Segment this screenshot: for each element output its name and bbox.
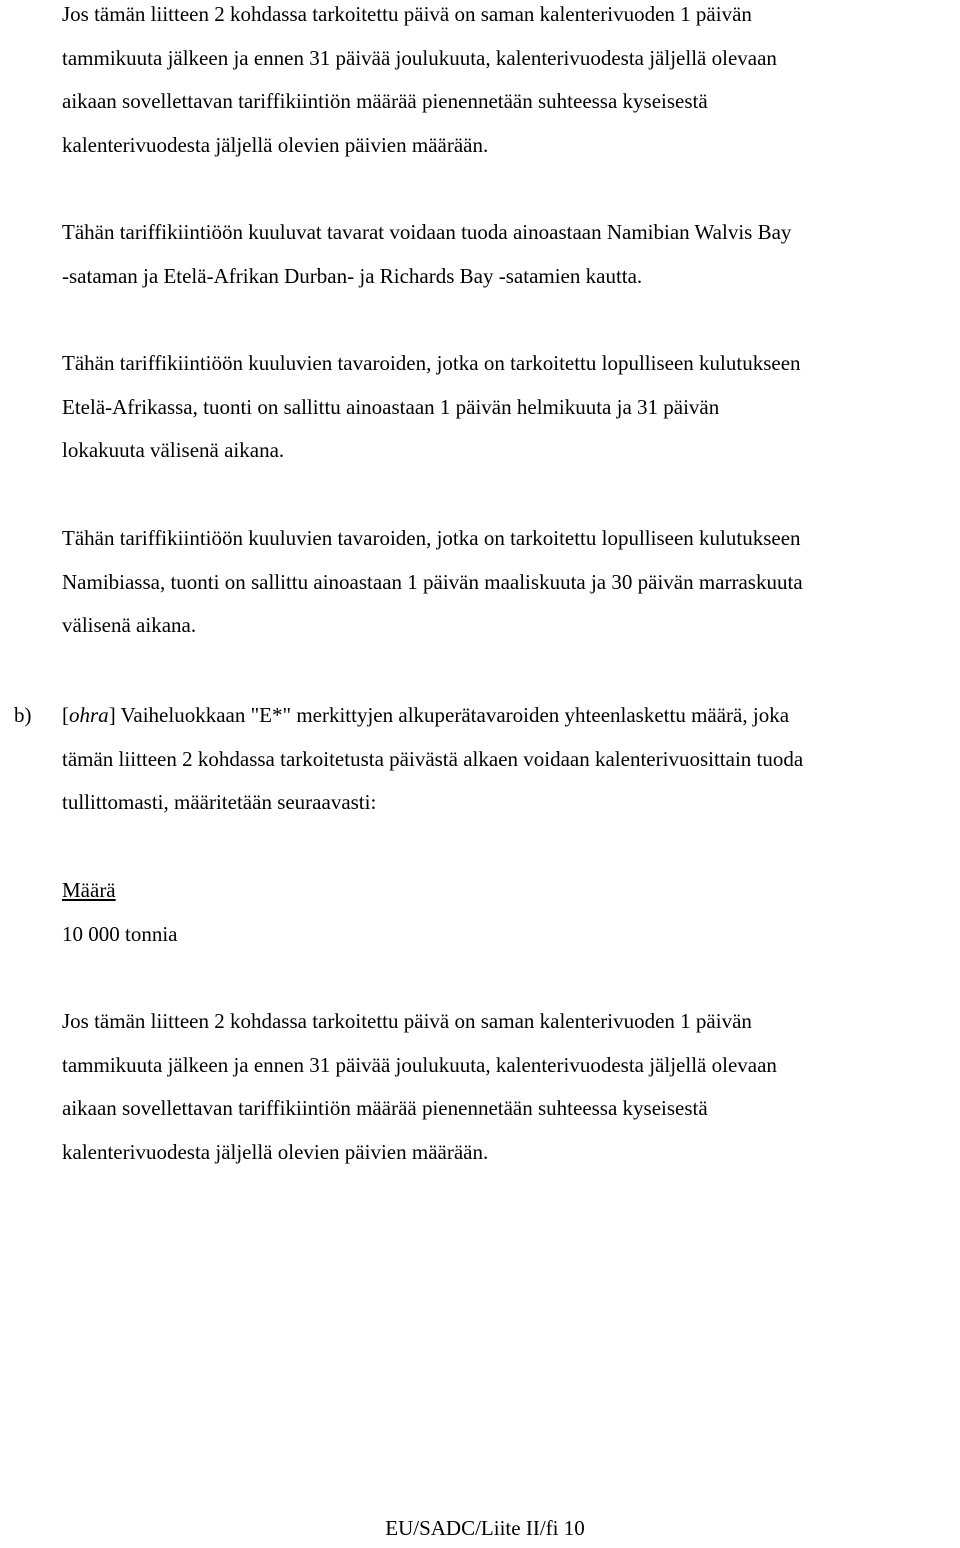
text-line: Namibiassa, tuonti on sallittu ainoastaan 1 päivän maaliskuuta ja 30 päivän marraskuuta	[62, 569, 803, 594]
text-line: aikaan sovellettavan tariffikiintiön määrää pienennetään suhteessa kyseisestä	[62, 1096, 708, 1121]
text-line: tammikuuta jälkeen ja ennen 31 päivää joulukuuta, kalenterivuodesta jäljellä olevaan	[62, 1052, 777, 1077]
text-line: Jos tämän liitteen 2 kohdassa tarkoitettu päivä on saman kalenterivuoden 1 päivän	[62, 1009, 752, 1033]
product-name: ohra	[69, 703, 109, 727]
paragraph-ports	[62, 211, 960, 298]
bracket-close: ]	[108, 703, 116, 727]
text-line: Tähän tariffikiintiöön kuuluvien tavaroiden, jotka on tarkoitettu lopulliseen kulutukseen	[62, 351, 801, 375]
amount-block	[62, 869, 178, 956]
paragraph-item-b	[62, 694, 960, 825]
item-label-b: b)	[14, 703, 32, 727]
text-line: Jos tämän liitteen 2 kohdassa tarkoitettu päivä on saman kalenterivuoden 1 päivän	[62, 2, 752, 26]
text-line: tullittomasti, määritetään seuraavasti:	[62, 790, 377, 815]
text-line: aikaan sovellettavan tariffikiintiön määrää pienennetään suhteessa kyseisestä	[62, 89, 708, 114]
text-line: välisenä aikana.	[62, 613, 197, 638]
text-line	[62, 694, 960, 738]
paragraph-south-africa-period	[62, 342, 960, 473]
text-line: lokakuuta välisenä aikana.	[62, 438, 285, 463]
item-b-line1-text: Vaiheluokkaan "E*" merkittyjen alkuperätavaroiden yhteenlaskettu määrä, joka	[115, 703, 790, 727]
paragraph-namibia-period	[62, 517, 960, 648]
amount-heading: Määrä	[62, 878, 116, 902]
text-line: Tähän tariffikiintiöön kuuluvat tavarat voidaan tuoda ainoastaan Namibian Walvis Bay	[62, 220, 792, 244]
bracket-open: [	[62, 703, 69, 727]
paragraph-quota-reduction-1	[62, 0, 960, 168]
text-line: -sataman ja Etelä-Afrikan Durban- ja Richards Bay -satamien kautta.	[62, 263, 643, 288]
paragraph-quota-reduction-2	[62, 1000, 960, 1175]
text-line: Etelä-Afrikassa, tuonti on sallittu ainoastaan 1 päivän helmikuuta ja 31 päivän	[62, 394, 720, 419]
text-line: tämän liitteen 2 kohdassa tarkoitetusta päivästä alkaen voidaan kalenterivuosittain tuoda	[62, 746, 804, 771]
text-line: tammikuuta jälkeen ja ennen 31 päivää joulukuuta, kalenterivuodesta jäljellä olevaan	[62, 45, 777, 70]
text-line: kalenterivuodesta jäljellä olevien päivien määrään.	[62, 1140, 489, 1165]
text-line: Tähän tariffikiintiöön kuuluvien tavaroiden, jotka on tarkoitettu lopulliseen kulutukseen	[62, 526, 801, 550]
page-footer-reference: EU/SADC/Liite II/fi 10	[385, 1516, 585, 1540]
text-line: kalenterivuodesta jäljellä olevien päivien määrään.	[62, 133, 489, 158]
amount-value: 10 000 tonnia	[62, 921, 178, 946]
